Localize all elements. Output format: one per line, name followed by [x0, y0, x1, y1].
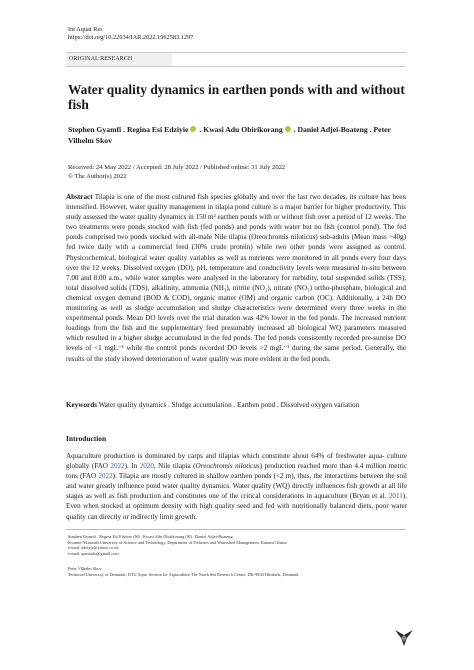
intro-text: ) production reached more than — [259, 462, 352, 471]
intro-text: ). — [124, 462, 129, 471]
intro-text: ). Tilapia are mostly cultured in shallow earthen ponds (<2 m), thus, the interactions between the soil and water greatly influence pond water quality dynamics. Water quality (WQ) directly influences fish growth at all life stages as well as fish production and constitutes one of the critical considerations in aquaculture (Bryan et al. — [66, 472, 407, 501]
footnote-affiliation-2: Technical University of Denmark, DTU Aqua, Section for Aquaculture,The North Sea Research Centre, DK-9850 Hirtshals, Denmark — [68, 571, 299, 577]
intro-text: Aquaculture production is dominated by carps and tilapias which constitute about 64% of freshwater aqua- — [66, 452, 385, 460]
publication-dates — [68, 164, 285, 181]
intro-text: , Nile tilapia ( — [153, 462, 196, 471]
orcid-icon[interactable] — [190, 126, 196, 132]
keywords-text: Water quality dynamics . Sludge accumulation . Earthen pond . Dissolved oxygen variation — [98, 401, 360, 409]
footnote-authors — [68, 534, 286, 556]
footnote-second-author — [68, 566, 298, 577]
journal-name: Int Aquat Res — [68, 26, 103, 33]
intro-text: 4.4 million metric tons (FAO — [66, 462, 407, 481]
title-line-1: Water quality dynamics in earthen ponds with and without — [68, 82, 405, 97]
citation-link[interactable]: 2022 — [110, 462, 125, 471]
footnote-name-2: Peter Vilhelm Skov — [68, 566, 102, 571]
footnote-email-1[interactable]: e-mail: edziyie@yahoo.co.uk — [68, 545, 119, 550]
authors-part-1: Stephen Gyamfi . Regina Esi Edziyie — [68, 125, 189, 134]
footnote-names: Stephen Gyamfi . Regina Esi Edziyie (✉) . Kwasi Adu Obirikorang (✉) . Daniel Adjei-Boateng — [68, 534, 233, 539]
publisher-logo-icon — [393, 627, 415, 647]
journal-header — [68, 26, 193, 42]
species-name: Oreochromis niloticus — [195, 462, 260, 471]
article-type-banner — [66, 52, 406, 67]
citation-link[interactable]: 2020 — [139, 462, 154, 471]
authors-part-3: . Daniel Adjei-Boateng . Peter — [293, 125, 391, 134]
intro-text: culture globally (FAO — [66, 452, 407, 471]
citation-link[interactable]: 2022 — [98, 472, 113, 481]
introduction-heading: Introduction — [66, 434, 107, 443]
introduction-body — [66, 451, 407, 522]
citation-link[interactable]: 2011 — [388, 492, 403, 501]
authors-part-2: . Kwasi Adu Obirikorang — [199, 125, 283, 134]
intro-text: ). Even when stocked at optimum density with high quality seed and fed with nutritionally balanced diets, poor water quality can directly or indirectly limit growth. — [66, 492, 407, 521]
keywords — [66, 401, 411, 410]
abstract-label: Abstract — [66, 193, 93, 201]
received-dates: Received: 24 May 2022 / Accepted: 28 July 2022 / Published online: 31 July 2022 — [68, 164, 286, 171]
footnote-divider — [66, 529, 406, 530]
orcid-icon[interactable] — [285, 126, 291, 132]
authors-part-4: Vilhelm Skov — [68, 136, 112, 145]
article-type-label: ORIGINAL RESEARCH — [69, 56, 133, 62]
copyright-notice: © The Author(s) 2022 — [68, 172, 127, 180]
journal-doi[interactable]: https://doi.org/10.22034/IAR.2022.1962583.1297 — [68, 34, 194, 41]
author-list — [68, 124, 413, 146]
keywords-label: Keywords — [66, 401, 97, 409]
intro-text: In — [128, 462, 140, 471]
title-line-2: fish — [68, 97, 89, 112]
abstract — [66, 192, 406, 364]
footnote-email-2[interactable]: e-mail: quasiado@gmail.com — [68, 550, 119, 556]
article-title — [68, 82, 408, 112]
footnote-affiliation-1: Kwame Nkrumah University of Science and Technology, Department of Fisheries and Watershed Management, Kumasi Ghana — [68, 539, 287, 545]
abstract-text: Tilapia is one of the most cultured fish species globally and over the last two decades, its culture has been intensified. However, water quality management in tilapia pond culture is a major barrier for higher productivity. This study assessed the water quality dynamics in 150 m² earthen ponds with or without fish over a period of 12 weeks. The two treatments were ponds stocked with fish (fed ponds) and ponds with water but no fish (control pond). The fed ponds comprised two ponds stocked with all-male Nile tilapia (Oreochromis niloticus) sub-adults (Mean mass ~40g) fed twice daily with a commercial feed (30% crude protein) while two other ponds were assigned as control. Physicochemical, biological water quality variables as well as nutrients were monitored in all ponds every four days over the 12 weeks. Dissolved oxygen (DO), pH, temperature and conductivity levels were measured in-situ between 7.00 and 8.00 a.m., while water samples were analysed in the laboratory for turbidity, total suspended solids (TSS), total dissolved solids (TDS), alkalinity, ammonia (NH₃), nitrite (NO₂), nitrate (NO₃) ortho-phosphate, biological and chemical oxygen demand (BOD & COD), organic matter (OM) and organic carbon (OC). Additionally, a 24h DO monitoring as well as sludge accumulation and sludge characteristics were determined every three weeks in the experimental ponds. Mean DO levels over the trial duration was 42% lower in the fed ponds. The increased nutrient loadings from the fish and the supplementary feed presumably increased all biological WQ parameters measured which resulted in a higher sludge accumulated in the fed ponds. The fed ponds consistently recorded pre-sunrise DO levels of <1 mgL⁻¹ while the control ponds recorded DO levels >2 mgL⁻¹ during the same period. Generally, the results of the study showed deterioration of water quality was more evident in the fed ponds. — [66, 193, 407, 363]
